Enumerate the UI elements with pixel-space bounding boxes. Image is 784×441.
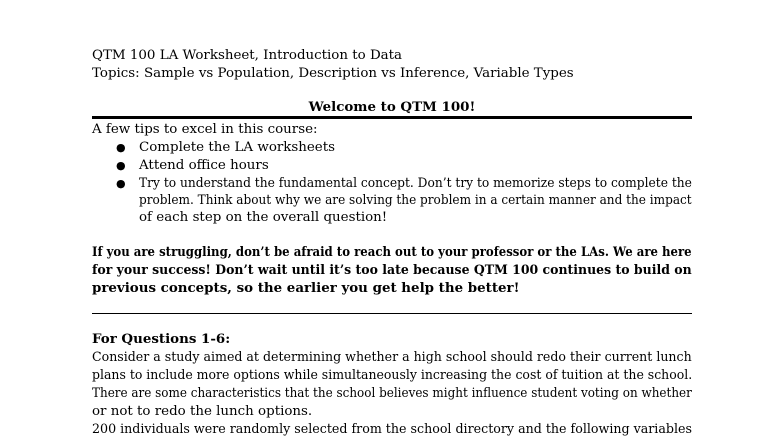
heading-rule (92, 116, 692, 119)
questions-line: Consider a study aimed at determining whether a high school should redo their current lunch (92, 350, 692, 365)
welcome-heading: Welcome to QTM 100! (308, 99, 476, 115)
struggle-line: previous concepts, so the earlier you get help the better! (92, 280, 520, 296)
worksheet-title: QTM 100 LA Worksheet, Introduction to Data (92, 48, 403, 63)
tip-item-line: problem. Think about why we are solving the problem in a certain manner and the impact (139, 193, 692, 208)
bullet-icon: ● (116, 177, 126, 190)
tips-intro: A few tips to excel in this course: (92, 122, 318, 137)
questions-line: There are some characteristics that the school believes might influence student voting on whether (92, 386, 692, 401)
questions-line: or not to redo the lunch options. (92, 404, 313, 419)
questions-line: plans to include more options while simultaneously increasing the cost of tuition at the school. (92, 368, 693, 383)
tip-item: Complete the LA worksheets (139, 140, 335, 155)
questions-line: 200 individuals were randomly selected from the school directory and the following variables (92, 422, 692, 437)
bullet-icon: ● (116, 141, 126, 154)
struggle-line: for your success! Don’t wait until it’s too late because QTM 100 continues to build on (92, 262, 692, 278)
section-divider (92, 313, 692, 314)
tip-item: Attend office hours (139, 158, 269, 173)
tip-item-line: of each step on the overall question! (139, 210, 388, 225)
worksheet-topics: Topics: Sample vs Population, Description vs Inference, Variable Types (92, 66, 574, 81)
tip-item-line: Try to understand the fundamental concept. Don’t try to memorize steps to complete the (139, 176, 692, 191)
bullet-icon: ● (116, 159, 126, 172)
questions-heading: For Questions 1-6: (92, 331, 231, 347)
struggle-line: If you are struggling, don’t be afraid to reach out to your professor or the LAs. We are here (92, 244, 692, 260)
